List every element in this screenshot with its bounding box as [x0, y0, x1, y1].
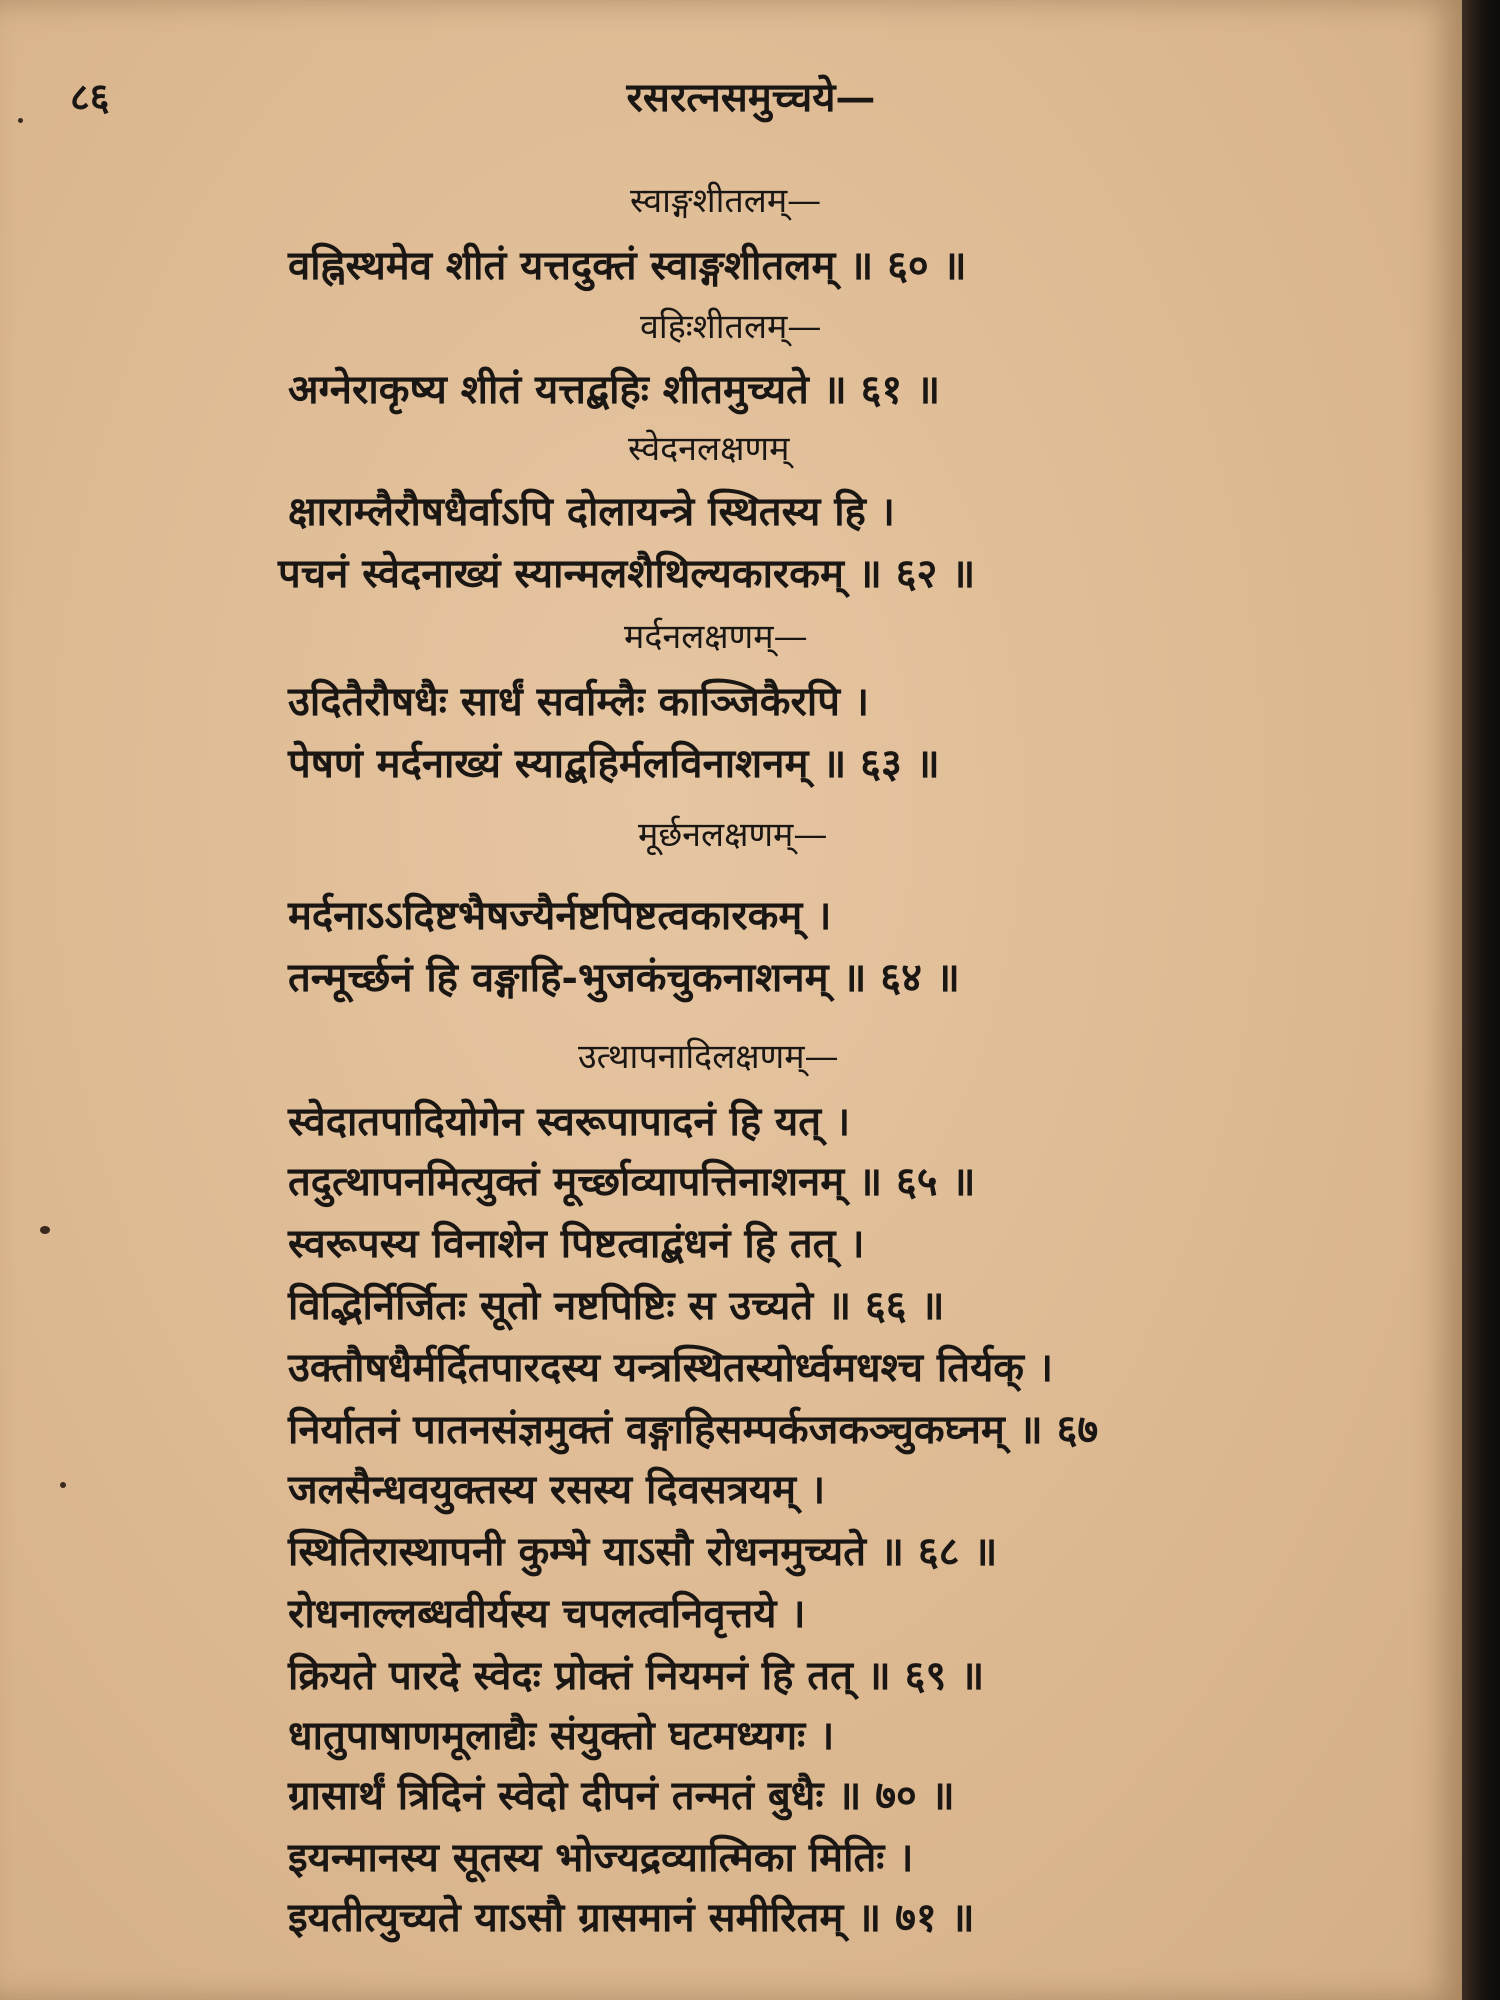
- verse-line: तदुत्थापनमित्युक्तं मूर्च्छाव्यापत्तिनाशनम् ॥ ६५ ॥: [288, 1158, 976, 1205]
- section-heading: वहिःशीतलम्—: [640, 307, 822, 347]
- verse-line: क्रियते पारदे स्वेदः प्रोक्तं नियमनं हि तत् ॥ ६९ ॥: [288, 1652, 985, 1699]
- verse-line: निर्यातनं पातनसंज्ञमुक्तं वङ्गाहिसम्पर्कजकञ्चुकघ्नम् ॥ ६७: [288, 1406, 1099, 1453]
- verse-line: विद्भिर्निर्जितः सूतो नष्टपिष्टिः स उच्यते ॥ ६६ ॥: [288, 1282, 945, 1329]
- running-head: रसरत्नसमुच्चये—: [626, 74, 876, 121]
- verse-line: उदितैरौषधैः सार्धं सर्वाम्लैः काञ्जिकैरपि ।: [288, 678, 870, 725]
- paper-speck: [40, 1226, 50, 1234]
- verse-line: तन्मूर्च्छनं हि वङ्गाहि-भुजकंचुकनाशनम् ॥ ६४ ॥: [288, 954, 960, 1001]
- verse-line: मर्दनाऽऽदिष्टभैषज्यैर्नष्टपिष्टत्वकारकम् ।: [288, 892, 832, 939]
- verse-line: स्वेदातपादियोगेन स्वरूपापादनं हि यत् ।: [288, 1098, 851, 1145]
- verse-line: स्थितिरास्थापनी कुम्भे याऽसौ रोधनमुच्यते ॥ ६८ ॥: [288, 1528, 998, 1575]
- verse-line: वह्निस्थमेव शीतं यत्तदुक्तं स्वाङ्गशीतलम् ॥ ६० ॥: [288, 242, 967, 289]
- book-gutter-shadow: [1462, 0, 1500, 2000]
- paper-speck: [60, 1482, 66, 1488]
- section-heading: स्वाङ्गशीतलम्—: [630, 181, 822, 221]
- page-number: ८६: [70, 74, 110, 119]
- verse-line: स्वरूपस्य विनाशेन पिष्टत्वाद्बंधनं हि तत् ।: [288, 1220, 865, 1267]
- verse-line: पेषणं मर्दनाख्यं स्याद्बहिर्मलविनाशनम् ॥ ६३ ॥: [288, 740, 940, 787]
- verse-line: ग्रासार्थं त्रिदिनं स्वेदो दीपनं तन्मतं बुधैः ॥ ७० ॥: [288, 1772, 955, 1819]
- verse-line: अग्नेराकृष्य शीतं यत्तद्बहिः शीतमुच्यते ॥ ६१ ॥: [288, 366, 941, 413]
- verse-line: रोधनाल्लब्धवीर्यस्य चपलत्वनिवृत्तये ।: [288, 1590, 806, 1637]
- verse-line: इयतीत्युच्यते याऽसौ ग्रासमानं समीरितम् ॥ ७१ ॥: [288, 1894, 975, 1941]
- verse-line: क्षाराम्लैरौषधैर्वाऽपि दोलायन्त्रे स्थितस्य हि ।: [288, 488, 895, 535]
- verse-line: उक्तौषधैर्मर्दितपारदस्य यन्त्रस्थितस्योर्ध्वमधश्च तिर्यक् ।: [288, 1344, 1054, 1391]
- section-heading: उत्थापनादिलक्षणम्—: [578, 1037, 839, 1077]
- verse-line: इयन्मानस्य सूतस्य भोज्यद्रव्यात्मिका मितिः ।: [288, 1834, 914, 1881]
- section-heading: मूर्छनलक्षणम्—: [638, 815, 828, 855]
- verse-line: पचनं स्वेदनाख्यं स्यान्मलशैथिल्यकारकम् ॥ ६२ ॥: [278, 550, 976, 597]
- section-heading: स्वेदनलक्षणम्: [628, 429, 790, 469]
- verse-line: जलसैन्धवयुक्तस्य रसस्य दिवसत्रयम् ।: [288, 1466, 826, 1513]
- verse-line: धातुपाषाणमूलाद्यैः संयुक्तो घटमध्यगः ।: [288, 1712, 835, 1759]
- paper-speck: [18, 118, 23, 123]
- section-heading: मर्दनलक्षणम्—: [624, 617, 808, 657]
